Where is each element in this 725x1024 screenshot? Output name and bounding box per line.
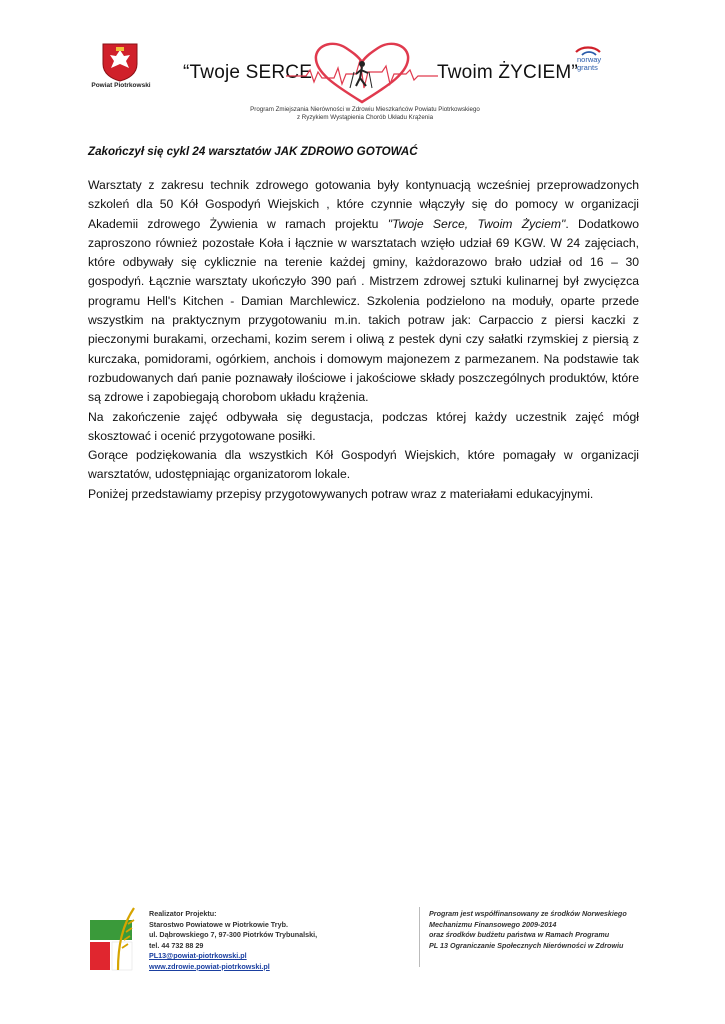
banner-title-left: “Twoje SERCE (183, 62, 313, 83)
project-name: "Twoje Serce, Twoim Życiem" (387, 216, 566, 231)
footer-email-link[interactable]: PL13@powiat-piotrkowski.pl (149, 951, 247, 961)
norway-grants-text: norway grants (577, 55, 602, 72)
article-title: Zakończył się cykl 24 warsztatów JAK ZDROWO GOTOWAĆ (88, 145, 418, 158)
heart-ecg-icon (286, 42, 438, 106)
program-subtitle (225, 106, 505, 122)
program-subtitle-line: z Ryzykiem Wystąpienia Chorób Układu Krążenia (296, 114, 434, 121)
article-paragraph: Na zakończenie zajęć odbywała się degustacja, podczas której każdy uczestnik zajęć mógł skosztować i ocenić przygotowane posiłki. (88, 409, 639, 443)
footer-funding-note: Program jest współfinansowany ze środków Norweskiego Mechanizmu Finansowego 2009-2014 oraz środków budżetu państwa w Ramach Programu PL 13 Ograniczanie Społecznych Nierówności w Zdrowiu (429, 909, 627, 950)
powiat-crest-logo (101, 42, 139, 82)
article-paragraph: Poniżej przedstawiamy przepisy przygotowywanych potraw wraz z materiałami edukacyjnymi. (88, 486, 594, 501)
footer-realizator: Realizator Projektu: Starostwo Powiatowe w Piotrkowie Tryb. ul. Dąbrowskiego 7, 97-300 Piotrków Trybunalski, tel. 44 732 88 29 PL13@powiat-piotrkowski.pl www.zdrowie.powiat-piotrkowski.pl (149, 909, 318, 971)
footer-website-link[interactable]: www.zdrowie.powiat-piotrkowski.pl (149, 961, 270, 971)
program-subtitle-line: Program Zmiejszania Nierówności w Zdrowiu Mieszkańców Powiatu Piotrkowskiego (250, 106, 480, 113)
article-paragraph: Gorące podziękowania dla wszystkich Kół Gospodyń Wiejskich, które pomagały w organizacji warsztatów, udostępniając organizatorom lokale. (88, 448, 639, 482)
article-paragraph: Warsztaty z zakresu technik zdrowego gotowania były kontynuacją wcześniej przeprowadzonych szkoleń dla 50 Kół Gospodyń Wiejskich , które czynnie włączyły się do pomocy w organizacji Akademii zdrowego Żywienia w ramach projektu "Twoje Serce, Twoim Życiem". Dodatkowo zaproszono również pozostałe Koła i łącznie w warsztatach wzięło udział 69 KGW. W 24 zajęciach, które odbywały się cyklicznie na terenie każdej gminy, każdorazowo brało udział od 16 – 30 gospodyń. Łącznie warsztaty ukończyło 390 pań . Mistrzem zdrowej sztuki kulinarnej był zwycięzca programu Hell's Kitchen - Damian Marchlewicz. Szkolenia podzielono na moduły, oparte przede wszystkim na praktycznym przygotowaniu m.in. takich potraw jak: Carpaccio z piersi kaczki z pieczonymi burakami, orzechami, kozim serem i oliwą z pestek dyni czy sałatki rzymskiej z piersią z kurczaka, pomidorami, ogórkiem, anchois i domowym majonezem z parmezanem. Na podstawie tak rozbudowanych dań panie poznawały ilościowe i jakościowe składy poszczególnych produktów, które są zdrowe i zapobiegają chorobom układu krążenia. (88, 178, 639, 405)
crest-caption: Powiat Piotrkowski (91, 82, 151, 89)
banner-title-right: Twoim ŻYCIEM” (437, 62, 578, 83)
footer-project-logo (88, 906, 140, 972)
footer-divider (419, 907, 420, 967)
article-body (88, 176, 639, 504)
